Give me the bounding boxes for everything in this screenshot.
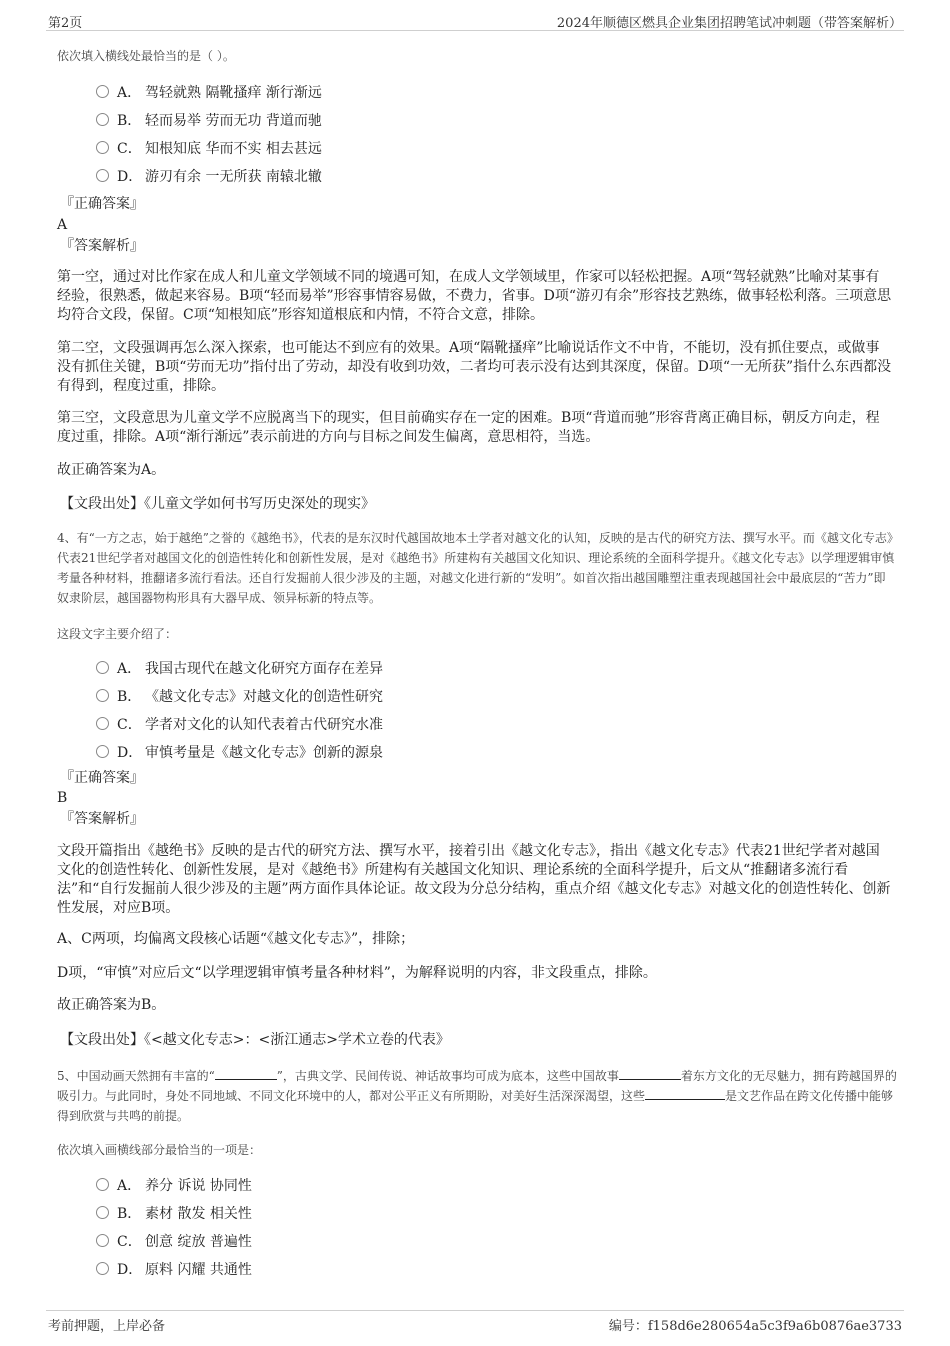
q3-option-b[interactable]: B． 轻而易举 劳而无功 背道而驰 [96, 111, 322, 131]
q3-analysis-label: 『答案解析』 [60, 238, 144, 254]
radio-icon[interactable] [96, 661, 109, 674]
q3-option-c[interactable]: C． 知根知底 华而不实 相去甚远 [96, 139, 322, 159]
radio-icon[interactable] [96, 1234, 109, 1247]
q4-option-a[interactable]: A． 我国古现代在越文化研究方面存在差异 [96, 659, 383, 679]
q3-analysis-paragraph: 第一空，通过对比作家在成人和儿童文学领域不同的境遇可知，在成人文学领域里，作家可以轻松把握。A项“驾轻就熟”比喻对某事有经验，很熟悉，做起来容易。B项“轻而易举”形容事情容易做，不费力，省事。D项“游刃有余”形容技艺熟练，做事轻松利落。三项意思均符合文段，保留。C项“知根知底”形容知道根底和内情，不符合文意，排除。 [57, 269, 892, 323]
q5-passage: 5、中国动画天然拥有丰富的“ ”，古典文学、民间传说、神话故事均可成为底本，这些中国故事 着东方文化的无尽魅力，拥有跨越国界的吸引力。与此同时，身处不同地域、不同文化环境中的人，都对公平正义有所期盼，对美好生活深深渴望，这些 是文艺作品在跨文化传播中能够得到欣赏与共鸣的前提。 [57, 1069, 897, 1123]
q5-option-b[interactable]: B． 素材 散发 相关性 [96, 1204, 252, 1224]
radio-icon[interactable] [96, 85, 109, 98]
q3-answer-label: 『正确答案』 [60, 196, 144, 212]
page-footer [46, 1310, 904, 1346]
fill-blank [619, 1067, 681, 1080]
q4-option-c[interactable]: C． 学者对文化的认知代表着古代研究水准 [96, 715, 383, 735]
q3-option-a[interactable]: A． 驾轻就熟 隔靴搔痒 渐行渐远 [96, 83, 322, 103]
q5-option-a[interactable]: A． 养分 诉说 协同性 [96, 1176, 252, 1196]
radio-icon[interactable] [96, 141, 109, 154]
q3-option-d[interactable]: D． 游刃有余 一无所获 南辕北辙 [96, 167, 322, 187]
q5-prompt: 依次填入画横线部分最恰当的一项是： [57, 1143, 262, 1157]
radio-icon[interactable] [96, 745, 109, 758]
q3-analysis-paragraph: 第三空，文段意思为儿童文学不应脱离当下的现实，但目前确实存在一定的困难。B项“背道而驰”形容背离正确目标，朝反方向走，程度过重，排除。A项“渐行渐远”表示前进的方向与目标之间发生偏离，意思相符，当选。 [57, 410, 880, 445]
q3-answer: A [57, 217, 68, 233]
q4-analysis-paragraph: D项，“审慎”对应后文“以学理逻辑审慎考量各种材料”，为解释说明的内容，非文段重点，排除。 [57, 965, 657, 981]
q5-option-d[interactable]: D． 原料 闪耀 共通性 [96, 1260, 252, 1280]
footer-slogan: 考前押题，上岸必备 [48, 1319, 166, 1334]
radio-icon[interactable] [96, 717, 109, 730]
fill-blank [215, 1067, 277, 1080]
q4-option-b[interactable]: B． 《越文化专志》对越文化的创造性研究 [96, 687, 383, 707]
q4-prompt: 这段文字主要介绍了： [57, 627, 178, 641]
q4-analysis-paragraph: 文段开篇指出《越绝书》反映的是古代的研究方法、撰写水平，接着引出《越文化专志》，指出《越文化专志》代表21世纪学者对越国文化的创造性转化、创新性发展，是对《越绝书》所建构有关越国文化知识、理论系统的全面科学提升，后文从“推翻诸多流行看法”和“自行发掘前人很少涉及的主题”两方面作具体论证。故文段为分总分结构，重点介绍《越文化专志》对越文化的创造性转化、创新性发展，对应B项。 [57, 843, 891, 916]
q4-analysis-label: 『答案解析』 [60, 811, 144, 827]
q3-conclusion: 故正确答案为A。 [57, 462, 166, 478]
radio-icon[interactable] [96, 169, 109, 182]
q3-analysis-paragraph: 第二空，文段强调再怎么深入探索，也可能达不到应有的效果。A项“隔靴搔痒”比喻说话作文不中肯，不能切，没有抓住要点，或做事没有抓住关键，B项“劳而无功”指付出了劳动，却没有收到功效，二者均可表示没有达到其深度，保留。D项“一无所获”指什么东西都没有得到，程度过重，排除。 [57, 340, 892, 394]
q4-analysis-paragraph: A、C两项，均偏离文段核心话题“《越文化专志》”，排除； [57, 931, 415, 947]
radio-icon[interactable] [96, 1262, 109, 1275]
q3-source: 【文段出处】《儿童文学如何书写历史深处的现实》 [60, 496, 375, 512]
document-title: 2024年顺德区燃具企业集团招聘笔试冲刺题（带答案解析） [556, 16, 902, 31]
q4-answer: B [57, 790, 68, 806]
q5-option-c[interactable]: C． 创意 绽放 普遍性 [96, 1232, 252, 1252]
q4-option-d[interactable]: D． 审慎考量是《越文化专志》创新的源泉 [96, 743, 383, 763]
page-header [46, 0, 904, 31]
q4-conclusion: 故正确答案为B。 [57, 997, 166, 1013]
radio-icon[interactable] [96, 689, 109, 702]
q4-answer-label: 『正确答案』 [60, 770, 144, 786]
document-id: 编号：f158d6e280654a5c3f9a6b0876ae3733 [608, 1319, 902, 1334]
fill-blank [645, 1087, 725, 1100]
q4-source: 【文段出处】《<越文化专志>：<浙江通志>学术立卷的代表》 [60, 1032, 450, 1048]
page-number: 第2页 [48, 16, 83, 31]
radio-icon[interactable] [96, 1178, 109, 1191]
radio-icon[interactable] [96, 1206, 109, 1219]
radio-icon[interactable] [96, 113, 109, 126]
q4-passage: 4、有“一方之志，始于越绝”之誉的《越绝书》，代表的是东汉时代越国故地本土学者对越文化的认知，反映的是古代的研究方法、撰写水平。而《越文化专志》代表21世纪学者对越国文化的创造性转化和创新性发展，是对《越绝书》所建构有关越国文化知识、理论系统的全面科学提升。《越文化专志》以学理逻辑审慎考量各种材料，推翻诸多流行看法。还自行发掘前人很少涉及的主题，对越文化进行新的“发明”。如首次指出越国雕塑注重表现越国社会中最底层的“苦力”即奴隶阶层，越国器物构形具有大器早成、领异标新的特点等。 [57, 531, 895, 605]
q3-prompt: 依次填入横线处最恰当的是（ ）。 [57, 49, 235, 63]
